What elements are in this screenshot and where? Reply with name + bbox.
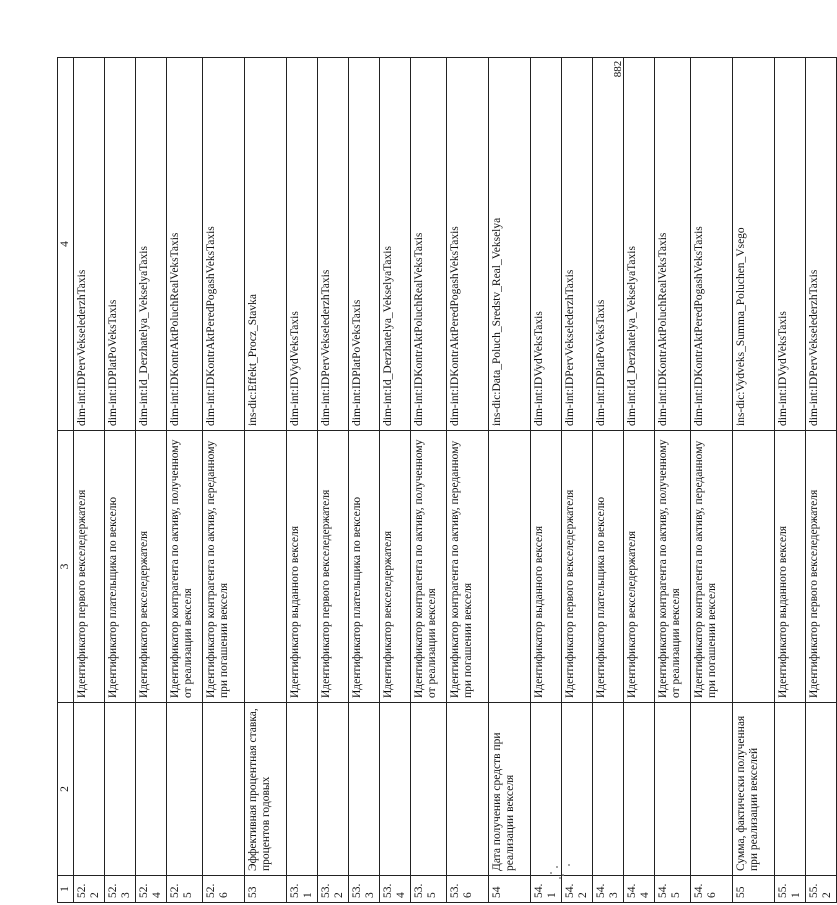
row-description: Идентификатор выданного векселя: [531, 431, 562, 703]
row-number: 54.1: [531, 876, 562, 903]
header-cell-2: 2: [58, 703, 74, 876]
row-number: 54: [489, 876, 531, 903]
row-code: dim-int:IDPlatPoVeksTaxis: [105, 58, 136, 431]
row-description: [733, 431, 775, 703]
row-code: dim-int:IDKontrAktPeredPogashVeksTaxis: [203, 58, 245, 431]
row-description: [489, 431, 531, 703]
row-description: Идентификатор векселедержателя: [380, 431, 411, 703]
header-cell-4: 4: [58, 58, 74, 431]
table-row: [105, 58, 136, 903]
row-description: Идентификатор плательщика по векселю: [105, 431, 136, 703]
row-name: [624, 703, 655, 876]
row-code: ins-dic:Vydveks_Summa_Poluchen_Vsego: [733, 58, 775, 431]
row-name: [593, 703, 624, 876]
row-code: dim-int:IDKontrAktPeredPogashVeksTaxis: [447, 58, 489, 431]
row-description: Идентификатор первого векселедержателя: [318, 431, 349, 703]
row-code: dim-int:IDPervVekselederzhTaxis: [318, 58, 349, 431]
row-number: 52.3: [105, 876, 136, 903]
table-row: [380, 58, 411, 903]
table-row: [203, 58, 245, 903]
row-code: dim-int:IDPlatPoVeksTaxis: [593, 58, 624, 431]
row-description: Идентификатор первого векселедержателя: [74, 431, 105, 703]
row-code: dim-int:IDKontrAktPoluchRealVeksTaxis: [411, 58, 447, 431]
row-code: dim-int:IDPervVekselederzhTaxis: [74, 58, 105, 431]
row-number: 52.4: [136, 876, 167, 903]
row-number: 52.6: [203, 876, 245, 903]
row-code: dim-int:Id_Derzhatelya_VekselyaTaxis: [380, 58, 411, 431]
header-cell-1: 1: [58, 876, 74, 903]
table-row: [74, 58, 105, 903]
row-number: 55.2: [806, 876, 837, 903]
table-row: [245, 58, 287, 903]
row-name: [349, 703, 380, 876]
row-description: Идентификатор плательщика по векселю: [349, 431, 380, 703]
row-number: 52.2: [74, 876, 105, 903]
row-number: 53.2: [318, 876, 349, 903]
row-description: Идентификатор векселедержателя: [136, 431, 167, 703]
table-row: [624, 58, 655, 903]
row-code: dim-int:IDPervVekselederzhTaxis: [806, 58, 837, 431]
row-number: 53: [245, 876, 287, 903]
row-number: 54.5: [655, 876, 691, 903]
row-number: 52.5: [167, 876, 203, 903]
row-description: [245, 431, 287, 703]
row-description: Идентификатор векселедержателя: [624, 431, 655, 703]
row-description: Идентификатор выданного векселя: [287, 431, 318, 703]
row-code: dim-int:IDKontrAktPeredPogashVeksTaxis: [691, 58, 733, 431]
row-description: Идентификатор контрагента по активу, полученному от реализации векселя: [167, 431, 203, 703]
data-table: [57, 57, 837, 903]
table-row: [489, 58, 531, 903]
row-name: [167, 703, 203, 876]
row-number: 53.3: [349, 876, 380, 903]
row-name: [531, 703, 562, 876]
row-code: dim-int:IDKontrAktPoluchRealVeksTaxis: [167, 58, 203, 431]
table-row: [691, 58, 733, 903]
row-description: Идентификатор контрагента по активу, переданному при погашении векселя: [447, 431, 489, 703]
row-code: dim-int:IDVydVeksTaxis: [775, 58, 806, 431]
row-description: Идентификатор контрагента по активу, полученному от реализации векселя: [411, 431, 447, 703]
row-number: 53.1: [287, 876, 318, 903]
table-row: [318, 58, 349, 903]
row-name: [74, 703, 105, 876]
row-description: Идентификатор контрагента по активу, переданному при погашении векселя: [203, 431, 245, 703]
row-code: dim-int:Id_Derzhatelya_VekselyaTaxis: [624, 58, 655, 431]
row-name: Дата получения средств при реализации векселя: [489, 703, 531, 876]
row-description: Идентификатор первого векселедержателя: [562, 431, 593, 703]
row-name: [287, 703, 318, 876]
page-number: 882: [612, 60, 624, 78]
row-name: [136, 703, 167, 876]
header-cell-3: 3: [58, 431, 74, 703]
table-row: [287, 58, 318, 903]
row-number: 54.6: [691, 876, 733, 903]
table-row: [136, 58, 167, 903]
row-code: dim-int:IDPervVekselederzhTaxis: [562, 58, 593, 431]
row-description: Идентификатор плательщика по векселю: [593, 431, 624, 703]
table-row: [167, 58, 203, 903]
table-header-row: [58, 58, 74, 903]
table-row: [562, 58, 593, 903]
row-name: [318, 703, 349, 876]
table-row: [447, 58, 489, 903]
row-number: 54.4: [624, 876, 655, 903]
row-description: Идентификатор контрагента по активу, полученному от реализации векселя: [655, 431, 691, 703]
row-code: dim-int:IDVydVeksTaxis: [531, 58, 562, 431]
table-row: [733, 58, 775, 903]
row-name: [105, 703, 136, 876]
row-number: 55.1: [775, 876, 806, 903]
row-name: Эффективная процентная ставка, процентов годовых: [245, 703, 287, 876]
row-name: [691, 703, 733, 876]
row-code: ins-dic:Effekt_Procz_Stavka: [245, 58, 287, 431]
row-name: [203, 703, 245, 876]
row-code: dim-int:Id_Derzhatelya_VekselyaTaxis: [136, 58, 167, 431]
row-name: [775, 703, 806, 876]
row-number: 53.5: [411, 876, 447, 903]
row-code: ins-dic:Data_Poluch_Sredstv_Real_Vekselya: [489, 58, 531, 431]
row-number: 53.6: [447, 876, 489, 903]
row-description: Идентификатор выданного векселя: [775, 431, 806, 703]
table-row: [411, 58, 447, 903]
scan-artifact: [548, 860, 574, 880]
table-row: [349, 58, 380, 903]
table-body: [58, 58, 837, 903]
row-name: [380, 703, 411, 876]
row-number: 53.4: [380, 876, 411, 903]
row-name: [806, 703, 837, 876]
row-number: 54.2: [562, 876, 593, 903]
row-description: Идентификатор контрагента по активу, переданному при погашении векселя: [691, 431, 733, 703]
row-number: 55: [733, 876, 775, 903]
row-code: dim-int:IDKontrAktPoluchRealVeksTaxis: [655, 58, 691, 431]
row-code: dim-int:IDVydVeksTaxis: [287, 58, 318, 431]
row-number: 54.3: [593, 876, 624, 903]
row-code: dim-int:IDPlatPoVeksTaxis: [349, 58, 380, 431]
table-row: [775, 58, 806, 903]
table-row: [655, 58, 691, 903]
row-name: [447, 703, 489, 876]
row-name: Сумма, фактически полученная при реализации векселей: [733, 703, 775, 876]
table-row: [593, 58, 624, 903]
row-name: [562, 703, 593, 876]
table-row: [806, 58, 837, 903]
row-description: Идентификатор первого векселедержателя: [806, 431, 837, 703]
table-row: [531, 58, 562, 903]
row-name: [655, 703, 691, 876]
row-name: [411, 703, 447, 876]
